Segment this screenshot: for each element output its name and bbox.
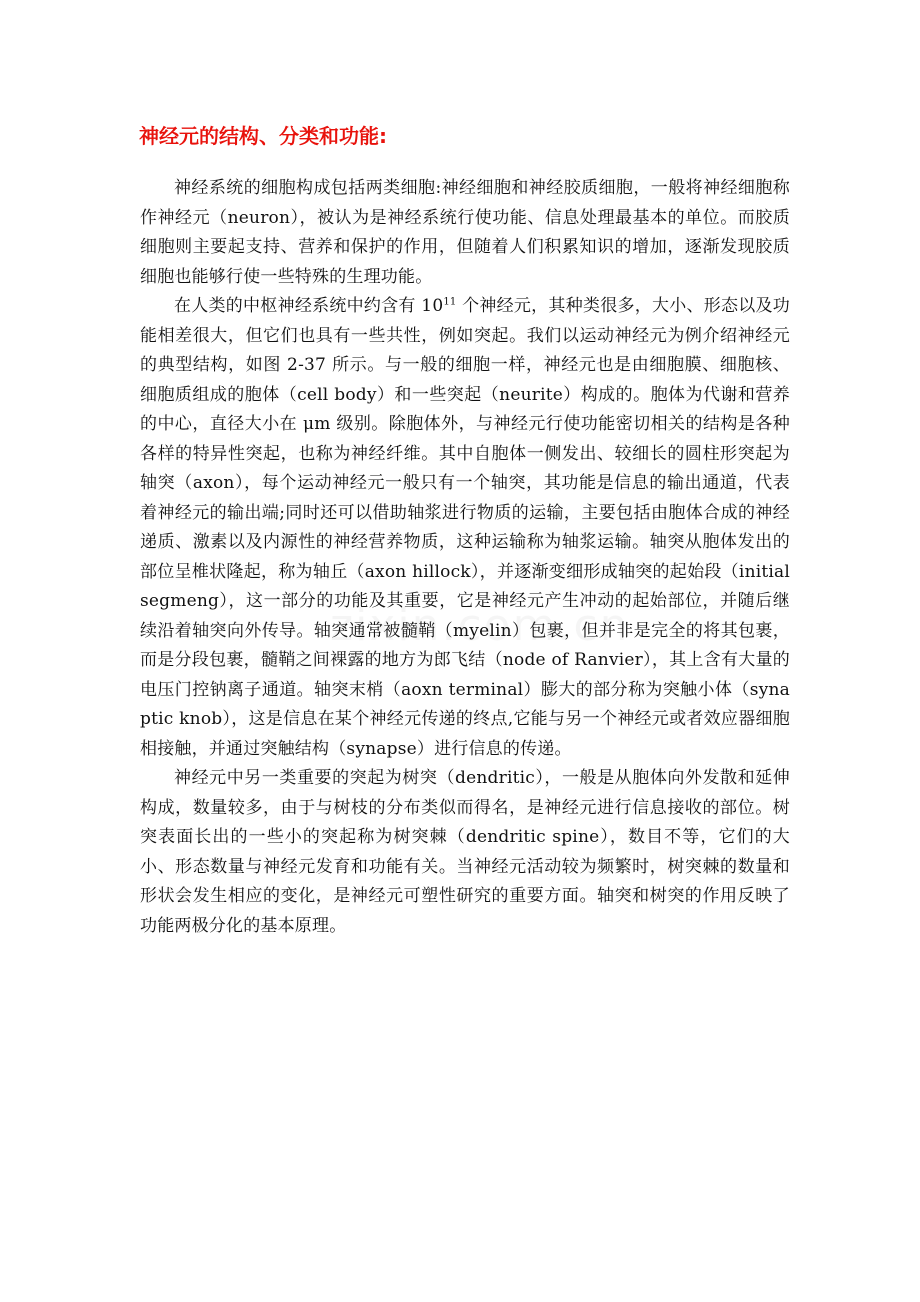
neuron-count-prefix: 在人类的中枢神经系统中约含有 10: [174, 296, 444, 316]
page-title: 神经元的结构、分类和功能:: [139, 124, 387, 148]
document-body: [140, 174, 790, 941]
paragraph-dendrites: 神经元中另一类重要的突起为树突（dendritic），一般是从胞体向外发散和延伸构成，数量较多，由于与树枝的分布类似而得名，是神经元进行信息接收的部位。树突表面长出的一些小的突起称为树突棘（dendritic spine），数目不等，它们的大小、形态数量与神经元发育和功能有关。当神经元活动较为频繁时，树突棘的数量和形状会发生相应的变化，是神经元可塑性研究的重要方面。轴突和树突的作用反映了功能两极分化的基本原理。: [140, 768, 790, 936]
paragraph-neuron-structure: [140, 292, 790, 764]
paragraph-cell-composition: 神经系统的细胞构成包括两类细胞:神经细胞和神经胶质细胞，一般将神经细胞称作神经元（neuron），被认为是神经系统行使功能、信息处理最基本的单位。而胶质细胞则主要起支持、营养和保护的作用，但随着人们积累知识的增加，逐渐发现胶质细胞也能够行使一些特殊的生理功能。: [140, 178, 790, 287]
neuron-count-exponent: 11: [443, 296, 457, 308]
neuron-structure-text: 个神经元，其种类很多，大小、形态以及功能相差很大，但它们也具有一些共性，例如突起。我们以运动神经元为例介绍神经元的典型结构，如图 2-37 所示。与一般的细胞一样，神经元也是由细胞膜、细胞核、细胞质组成的胞体（cell body）和一些突起（neurite）构成的。胞体为代谢和营养的中心，直径大小在 μm 级别。除胞体外，与神经元行使功能密切相关的结构是各种各样的特异性突起，也称为神经纤维。其中自胞体一侧发出、较细长的圆柱形突起为轴突（axon），每个运动神经元一般只有一个轴突，其功能是信息的输出通道，代表着神经元的输出端;同时还可以借助轴浆进行物质的运输，主要包括由胞体合成的神经递质、激素以及内源性的神经营养物质，这种运输称为轴浆运输。轴突从胞体发出的部位呈椎状隆起，称为轴丘（axon hillock），并逐渐变细形成轴突的起始段（initial segmeng），这一部分的功能及其重要，它是神经元产生冲动的起始部位，并随后继续沿着轴突向外传导。轴突通常被髓鞘（myelin）包裹，但并非是完全的将其包裹，而是分段包裹，髓鞘之间裸露的地方为郎飞结（node of Ranvier），其上含有大量的电压门控钠离子通道。轴突末梢（aoxn terminal）膨大的部分称为突触小体（synaptic knob），这是信息在某个神经元传递的终点,它能与另一个神经元或者效应器细胞相接触，并通过突触结构（synapse）进行信息的传递。: [140, 296, 791, 759]
